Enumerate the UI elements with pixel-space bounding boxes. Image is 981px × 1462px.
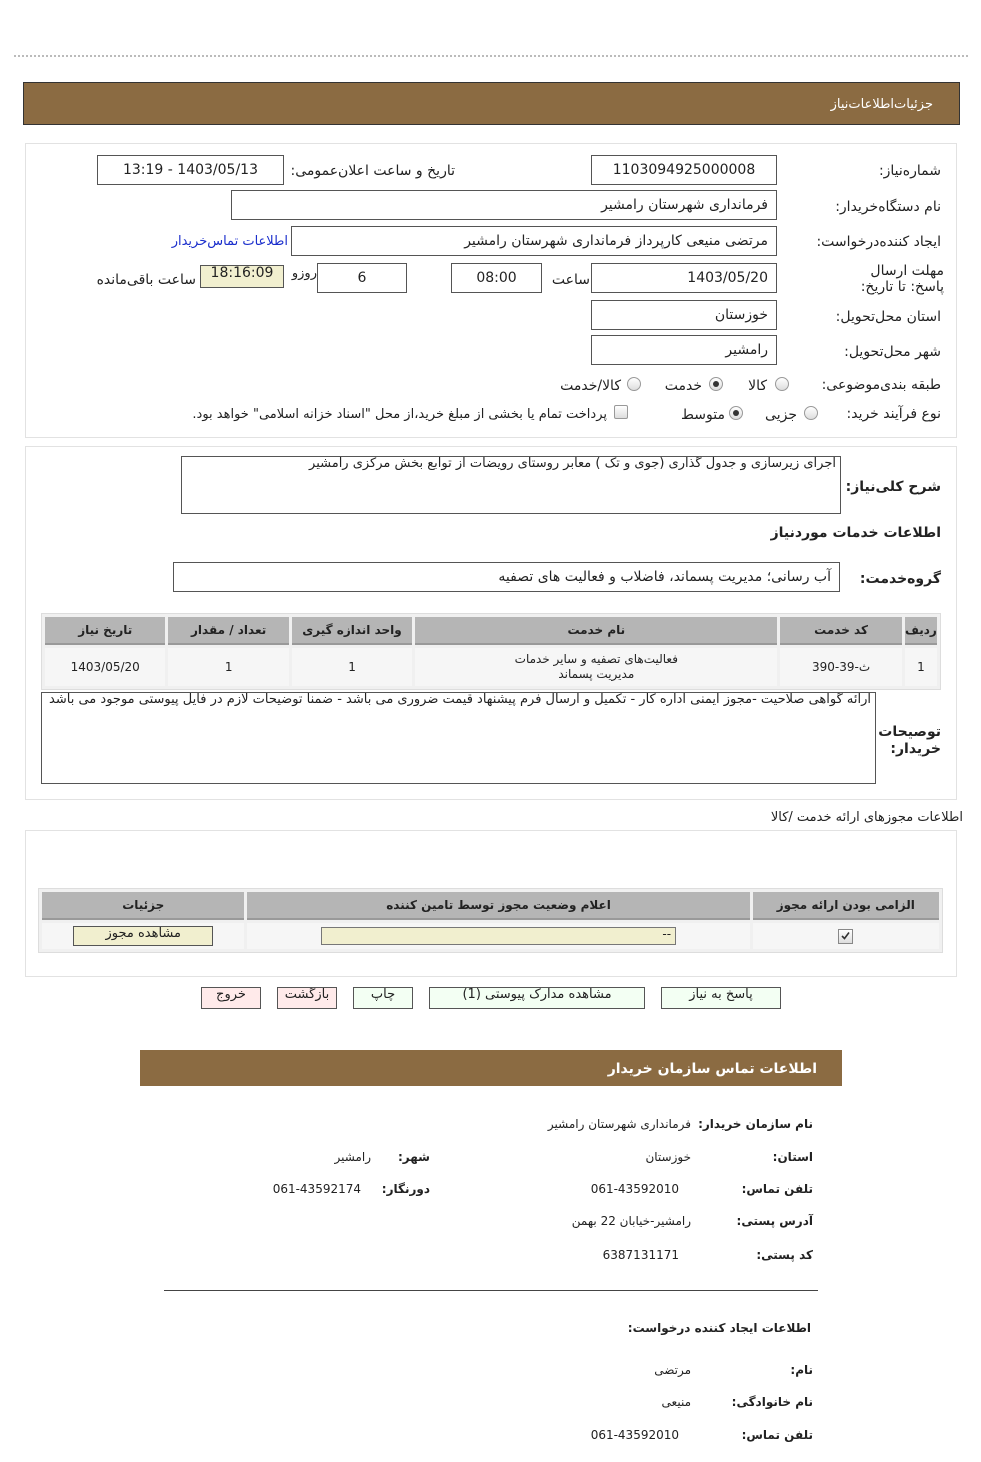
need-number-field: 1103094925000008 [591, 155, 777, 185]
check-icon [840, 930, 851, 941]
treasury-payment-checkbox[interactable] [614, 405, 628, 419]
delivery-province-label: استان محل‌تحویل: [835, 309, 941, 325]
contact-province-value: خوزستان [645, 1150, 691, 1164]
col-qty-header: تعداد / مقدار [168, 617, 288, 645]
buyer-org-field: فرمانداری شهرستان رامشیر [231, 190, 777, 220]
permit-status-cell [247, 923, 749, 949]
treasury-note: پرداخت تمام یا بخشی از مبلغ خرید،از محل "اسناد خزانه اسلامی" خواهد بود. [192, 407, 607, 422]
cell-row: 1 [905, 648, 937, 686]
delivery-city-label: شهر محل‌تحویل: [844, 344, 941, 360]
contact-phone-value: 061-43592010 [590, 1182, 679, 1196]
creator-info-title: اطلاعات ایجاد کننده درخواست: [627, 1321, 811, 1335]
print-button[interactable]: چاپ [353, 987, 413, 1009]
col-date-header: تاریخ نیاز [45, 617, 165, 645]
need-number-label: شماره‌نیاز: [878, 163, 941, 179]
creator-name-label: نام: [790, 1363, 813, 1377]
back-button[interactable]: بازگشت [277, 987, 337, 1009]
creator-family-label: نام خانوادگی: [731, 1395, 813, 1409]
buyer-org-label: نام دستگاه‌خریدار: [835, 199, 941, 215]
details-header [23, 82, 960, 125]
view-permit-button[interactable]: مشاهده مجوز [73, 926, 213, 946]
cell-name [415, 648, 777, 686]
buyer-contact-header [140, 1050, 842, 1086]
permits-title: اطلاعات مجوزهای ارائه خدمت /کالا [770, 810, 963, 825]
services-info-title: اطلاعات خدمات مورد‌نیاز [770, 525, 941, 541]
deadline-label: مهلت ارسال پاسخ: تا تاریخ: [860, 263, 944, 295]
general-description-label: شرح کلی‌نیاز: [845, 479, 941, 495]
col-code-header: کد خدمت [780, 617, 901, 645]
details-header-title: جزئیات‌اطلاعات‌نیاز [830, 97, 933, 112]
contact-address-label: آدرس پستی: [736, 1214, 813, 1228]
contact-fax-value: 061-43592174 [272, 1182, 361, 1196]
category-service-label: خدمت [664, 378, 702, 394]
cell-qty: 1 [168, 648, 288, 686]
category-goods-label: کالا [748, 378, 767, 394]
org-name-label: نام سازمان خریدار: [698, 1117, 813, 1131]
org-name-value: فرمانداری شهرستان رامشیر [547, 1117, 691, 1131]
cell-name-text: فعالیت‌های تصفیه و سایر خدمات مدیریت پسماند [514, 652, 678, 681]
creator-family-value: منیعی [661, 1395, 691, 1409]
buyer-contact-title: اطلاعات تماس سازمان خریدار [607, 1061, 817, 1077]
permit-required-header: الزامی بودن ارائه مجوز [753, 892, 939, 920]
service-group-field: آب رسانی؛ مدیریت پسماند، فاضلاب و فعالیت های تصفیه [173, 562, 840, 592]
category-label: طبقه بندی‌موضوعی: [821, 377, 941, 393]
services-table [41, 613, 941, 690]
permits-table-header [42, 892, 939, 920]
cell-date: 1403/05/20 [45, 648, 165, 686]
permits-table [38, 888, 943, 953]
announce-date-field: 1403/05/13 - 13:19 [97, 155, 284, 185]
creator-phone-label: تلفن تماس: [741, 1428, 813, 1442]
buyer-notes-label: توصیحات خریدار: [878, 724, 941, 757]
services-table-header [45, 617, 937, 645]
top-divider [14, 55, 968, 57]
days-label: روزو [291, 266, 317, 281]
service-group-label: گروه‌خدمت: [859, 571, 941, 587]
general-description-text: اجرای زیرسازی و جدول گذاری (جوی و تک ) معابر روستای رویضات از توابع بخش مرکزی رامشیر [181, 456, 841, 514]
delivery-city-field: رامشیر [591, 335, 777, 365]
request-creator-field: مرتضی منیعی کارپرداز فرمانداری شهرستان رامشیر [291, 226, 777, 256]
permit-details-header: جزئیات [42, 892, 244, 920]
buyer-notes-text: ارائه گواهی صلاحیت -مجوز ایمنی اداره کار - تکمیل و ارسال فرم پیشنهاد قیمت ضروری می باشد - ضمنا توضیحات لازم در فایل پیوستی موجود می باشد [41, 692, 876, 784]
announce-date-label: تاریخ و ساعت اعلان‌عمومی: [290, 163, 455, 179]
buyer-contact-link[interactable]: اطلاعات تماس‌خریدار [171, 234, 288, 249]
table-row [42, 923, 939, 949]
contact-address-value: رامشیر-خیابان 22 بهمن [571, 1214, 691, 1228]
contact-postal-value: 6387131171 [602, 1248, 679, 1262]
col-row-header: ردیف [905, 617, 937, 645]
creator-name-value: مرتضی [654, 1363, 691, 1377]
table-row [45, 648, 937, 686]
process-minor-radio[interactable] [804, 406, 818, 420]
contact-postal-label: کد پستی: [756, 1248, 813, 1262]
permit-required-cell [753, 923, 939, 949]
permit-status-field: -- [321, 927, 676, 945]
category-goods-service-label: کالا/خدمت [560, 378, 621, 394]
view-attachments-button[interactable]: مشاهده مدارک پیوستی (1) [429, 987, 645, 1009]
remaining-time-label: ساعت باقی‌مانده [96, 272, 196, 288]
deadline-date-field: 1403/05/20 [591, 263, 777, 293]
col-name-header: نام خدمت [415, 617, 777, 645]
process-minor-label: جزیی [765, 407, 797, 423]
category-service-radio[interactable] [709, 377, 723, 391]
process-medium-label: متوسط [681, 407, 725, 423]
category-goods-radio[interactable] [775, 377, 789, 391]
creator-phone-value: 061-43592010 [590, 1428, 679, 1442]
contact-fax-label: دورنگار: [381, 1182, 430, 1196]
col-unit-header: واحد اندازه گیری [292, 617, 412, 645]
contact-divider [164, 1290, 818, 1291]
permit-details-cell [42, 923, 244, 949]
contact-province-label: استان: [772, 1150, 813, 1164]
remaining-days-field: 6 [317, 263, 407, 293]
process-type-label: نوع فرآیند خرید: [846, 406, 941, 422]
contact-city-value: رامشیر [334, 1150, 371, 1164]
reply-button[interactable]: پاسخ به نیاز [661, 987, 781, 1009]
request-creator-label: ایجاد کننده‌درخواست: [816, 234, 941, 250]
permit-status-header: اعلام وضعیت مجوز توسط تامین کننده [247, 892, 749, 920]
permit-required-checkbox [838, 929, 853, 944]
delivery-province-field: خوزستان [591, 300, 777, 330]
cell-unit: 1 [292, 648, 412, 686]
exit-button[interactable]: خروج [201, 987, 261, 1009]
remaining-time-field: 18:16:09 [200, 265, 284, 288]
contact-city-label: شهر: [398, 1150, 430, 1164]
process-medium-radio[interactable] [729, 406, 743, 420]
deadline-time-field: 08:00 [451, 263, 542, 293]
category-goods-service-radio[interactable] [627, 377, 641, 391]
deadline-time-label: ساعت [551, 272, 590, 288]
cell-code: ث-39-390 [780, 648, 901, 686]
contact-phone-label: تلفن تماس: [741, 1182, 813, 1196]
